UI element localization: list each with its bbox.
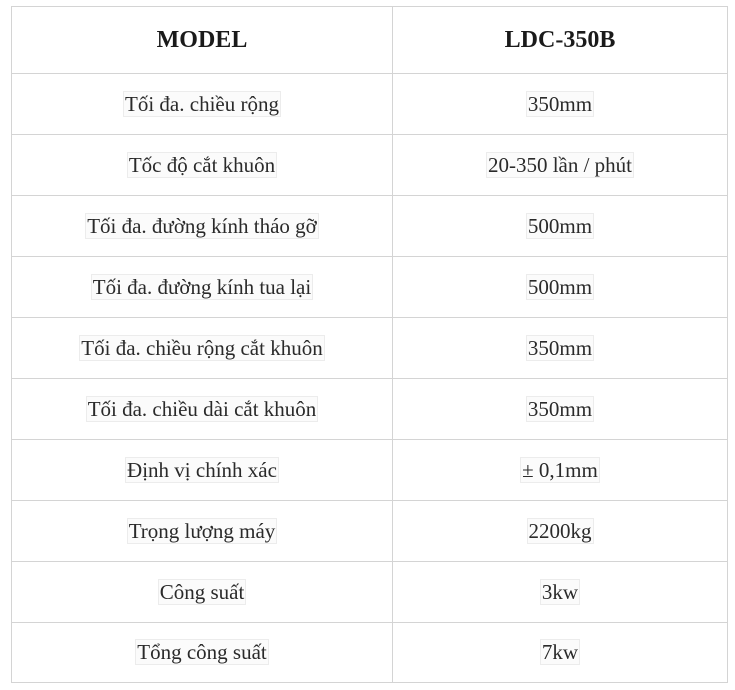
spec-label: Tối đa. đường kính tua lại [92, 274, 312, 299]
spec-label: Định vị chính xác [127, 457, 277, 482]
spec-label-cell [12, 196, 393, 257]
table-row [12, 623, 728, 683]
table-row [12, 135, 728, 196]
table-row [12, 379, 728, 440]
spec-value: 500mm [527, 213, 593, 238]
spec-label: Tổng công suất [137, 640, 267, 664]
table-row [12, 74, 728, 135]
spec-value: 3kw [541, 579, 579, 604]
spec-value: 350mm [527, 335, 593, 360]
table-row [12, 318, 728, 379]
table-row [12, 562, 728, 623]
spec-value: 350mm [527, 91, 593, 116]
spec-value-cell [393, 440, 728, 501]
spec-label-cell [12, 440, 393, 501]
table-header-row [12, 7, 728, 74]
spec-value-cell [393, 379, 728, 440]
spec-value: 20-350 lần / phút [487, 152, 633, 177]
spec-label: Tối đa. chiều rộng [125, 91, 279, 116]
spec-value-cell [393, 501, 728, 562]
spec-value: ± 0,1mm [522, 457, 598, 482]
spec-value-cell [393, 623, 728, 683]
table-row [12, 257, 728, 318]
spec-value-cell [393, 74, 728, 135]
spec-value: 350mm [527, 396, 593, 421]
spec-label-cell [12, 623, 393, 683]
spec-value-cell [393, 196, 728, 257]
spec-label: Trọng lượng máy [128, 518, 276, 543]
table-row [12, 501, 728, 562]
spec-value: 7kw [541, 640, 579, 664]
spec-value: 500mm [527, 274, 593, 299]
spec-label-cell [12, 562, 393, 623]
spec-value-cell [393, 562, 728, 623]
spec-label-cell [12, 74, 393, 135]
spec-label: Công suất [159, 579, 245, 604]
spec-label: Tối đa. chiều dài cắt khuôn [87, 396, 317, 421]
header-model-label: MODEL [12, 7, 393, 74]
spec-label-cell [12, 257, 393, 318]
spec-label: Tối đa. đường kính tháo gỡ [87, 213, 317, 238]
header-model-value: LDC-350B [393, 7, 728, 74]
spec-label-cell [12, 501, 393, 562]
spec-label-cell [12, 135, 393, 196]
spec-value-cell [393, 135, 728, 196]
spec-value-cell [393, 318, 728, 379]
spec-value: 2200kg [528, 518, 592, 543]
spec-label: Tối đa. chiều rộng cắt khuôn [81, 335, 323, 360]
spec-label-cell [12, 318, 393, 379]
spec-label: Tốc độ cắt khuôn [128, 152, 276, 177]
spec-label-cell [12, 379, 393, 440]
table-row [12, 196, 728, 257]
spec-table [11, 6, 728, 683]
table-row [12, 440, 728, 501]
spec-value-cell [393, 257, 728, 318]
